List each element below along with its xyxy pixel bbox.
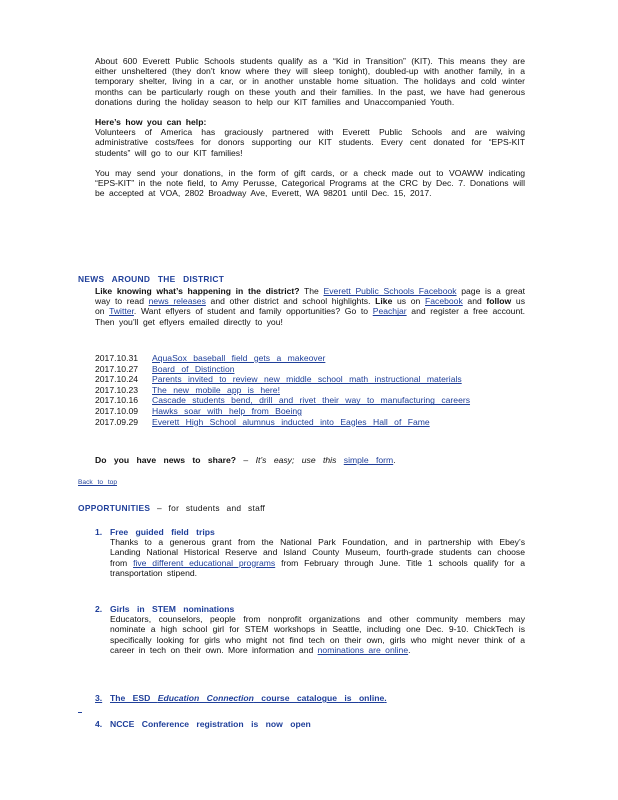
news-item (95, 364, 495, 375)
news-date: 2017.10.16 (95, 395, 139, 406)
news-intro (95, 286, 525, 327)
news-item (95, 374, 495, 385)
item-title: Free guided field trips (110, 527, 215, 537)
news-title-link[interactable]: Everett High School alumnus inducted into Eagles Hall of Fame (152, 416, 430, 427)
item-number: 2. (95, 604, 103, 614)
item-number: 4. (95, 719, 103, 729)
item-body-text: Educators, counselors, people from nonprofit organizations and other community members may nominate a high school girl for STEM workshops in Seattle, including one Dec. 9-10. ChickTech is specifically looking for girls who might not find tech on their own, girls who might never think of a career in tech on their own. More information and (110, 614, 525, 655)
peachjar-link[interactable]: Peachjar (372, 306, 407, 317)
opportunity-item-3 (95, 693, 525, 703)
news-item (95, 385, 495, 396)
news-date: 2017.10.09 (95, 405, 139, 416)
kit-section (95, 56, 525, 198)
follow-text: follow (486, 296, 512, 307)
news-intro-text: and register a free account. Then you’ll get eflyers emailed directly to you! (95, 306, 526, 327)
item-body-text: Thanks to a generous grant from the National Park Foundation, and in partnership with Ebey’s Landing National Historical Reserve and Island County Museum, fourth-grade students can choose from (110, 537, 525, 568)
news-date: 2017.10.27 (95, 363, 139, 374)
news-intro-text: The (299, 286, 324, 296)
news-intro-text: page is a great way to read (95, 286, 525, 307)
item-body-text: from February through June. Title 1 schools qualify for a transportation stipend. (110, 557, 525, 578)
opportunity-item-4 (95, 719, 525, 729)
item-number: 3. (95, 693, 103, 703)
news-date: 2017.10.24 (95, 374, 139, 385)
news-item (95, 395, 495, 406)
news-section-heading: NEWS AROUND THE DISTRICT (78, 274, 225, 284)
twitter-link[interactable]: Twitter (109, 306, 134, 317)
opportunities-heading (78, 503, 265, 513)
kit-donation-paragraph: You may send your donations, in the form of gift cards, or a check made out to VOAWW indicating “EPS-KIT” in the note field, to Amy Perusse, Categorical Programs at the CRC by Dec. 7. Donations will be accepted at VOA, 2802 Broadway Ave, Everett, WA 98201 until Dec. 15, 2017. (95, 167, 525, 199)
item-title: The ESD (110, 693, 158, 703)
news-intro-text: and other district and school highlights. (205, 296, 376, 307)
simple-form-link[interactable]: simple form (343, 455, 394, 465)
news-intro-text: . Want eflyers of student and family opportunities? Go to (133, 306, 373, 317)
news-share-line (95, 455, 525, 465)
share-end: . (393, 455, 396, 465)
catalogue-online-link[interactable]: online (358, 693, 385, 703)
news-intro-text: us on (392, 296, 425, 307)
news-title-link[interactable]: AquaSox baseball field gets a makeover (152, 353, 326, 363)
news-item (95, 353, 495, 364)
opportunity-item-1 (95, 527, 525, 578)
like-text: Like (375, 296, 393, 307)
facebook-page-link[interactable]: Everett Public Schools Facebook (323, 286, 457, 296)
item-title: NCCE Conference registration is now open (110, 719, 311, 729)
news-title-link[interactable]: Parents invited to review new middle school math instructional materials (152, 374, 462, 385)
item-title-italic: Education Connection (157, 693, 254, 703)
item-number: 1. (95, 527, 103, 537)
news-title-link[interactable]: Board of Distinction (152, 363, 235, 374)
news-intro-lead: Like knowing what’s happening in the district? (95, 286, 300, 296)
facebook-link[interactable]: Facebook (425, 296, 463, 307)
nominations-link[interactable]: nominations are online (317, 644, 409, 655)
news-intro-text: us on (95, 296, 525, 317)
share-question: Do you have news to share? (95, 455, 237, 465)
opportunity-item-2 (95, 604, 525, 655)
kit-partner-paragraph: Volunteers of America has graciously partnered with Everett Public Schools and are waiving administrative costs/fees for donors supporting our KIT students. Every cent donated for “EPS-KIT students” will go to our KIT families! (95, 127, 525, 158)
item-body-text: . (408, 644, 411, 655)
news-date: 2017.09.29 (95, 416, 139, 427)
news-title-link[interactable]: Hawks soar with help from Boeing (152, 405, 302, 416)
item-body (110, 537, 525, 578)
back-to-top-link[interactable]: Back to top (78, 479, 117, 486)
news-releases-link[interactable]: news releases (148, 296, 206, 307)
kit-help-heading: Here’s how you can help: (95, 117, 207, 128)
item-title: course catalogue is (253, 693, 359, 703)
opportunities-title: OPPORTUNITIES (78, 503, 151, 513)
news-date: 2017.10.23 (95, 384, 139, 395)
educational-programs-link[interactable]: five different educational programs (133, 557, 276, 568)
kit-intro-paragraph: About 600 Everett Public Schools students qualify as a “Kid in Transition” (KIT). This means they are either unsheltered (they don’t know where they will sleep tonight), doubled-up with another family, in a temporary shelter, living in a car, or in another unstable home situation. The holidays and cold winter months can be particularly rough on these youth and their families. In the past, we have had generous donations during the holiday season to help our KIT families and Unaccompanied Youth. (95, 56, 525, 107)
share-easy-text: It’s easy; use this (255, 455, 344, 465)
news-item (95, 417, 495, 428)
item-body (110, 614, 525, 655)
item-title: Girls in STEM nominations (110, 604, 235, 614)
news-intro-text: and (462, 296, 487, 307)
news-title-link[interactable]: The new mobile app is here! (152, 384, 280, 395)
share-dash: – (236, 455, 256, 465)
underline-mark (78, 712, 82, 713)
news-list (95, 353, 495, 427)
news-date: 2017.10.31 (95, 353, 139, 363)
news-title-link[interactable]: Cascade students bend, drill and rivet their way to manufacturing careers (152, 395, 471, 406)
news-item (95, 406, 495, 417)
opportunities-subtitle: – for students and staff (150, 503, 266, 513)
item-title-end: . (384, 693, 387, 703)
